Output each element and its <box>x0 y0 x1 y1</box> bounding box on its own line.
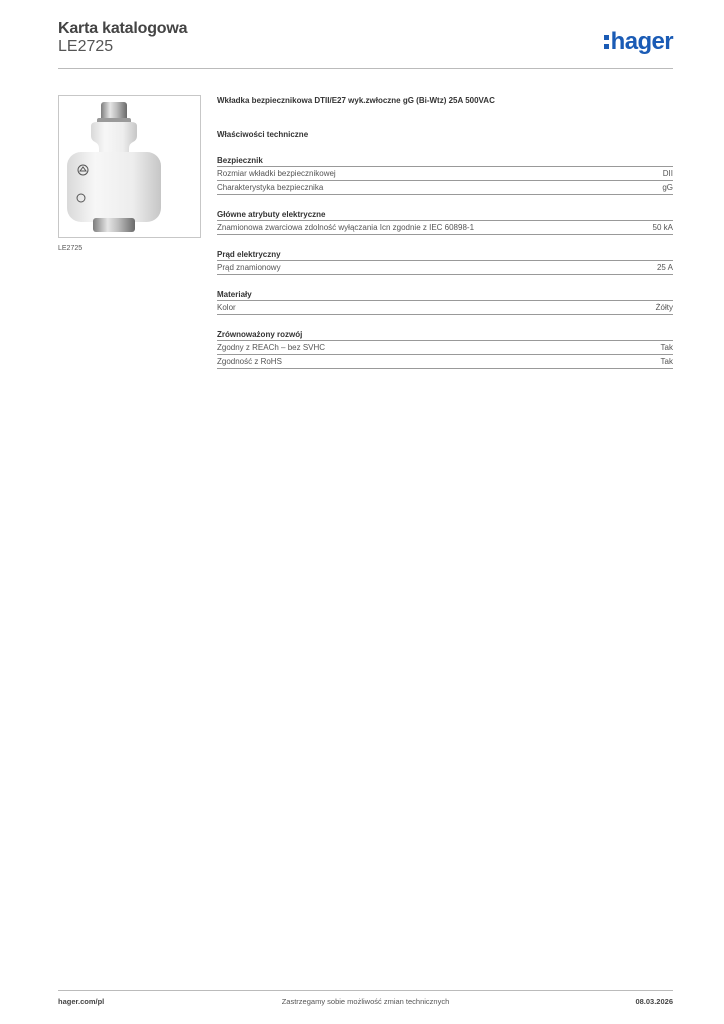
page-header <box>58 20 673 70</box>
technical-specs <box>217 95 673 369</box>
spec-value: 25 A <box>656 263 673 272</box>
image-caption: LE2725 <box>58 245 83 252</box>
spec-value: Żółty <box>655 303 673 312</box>
spec-label: Zgodność z RoHS <box>217 357 282 366</box>
page-footer <box>58 997 673 1009</box>
product-title: Wkładka bezpiecznikowa DTII/E27 wyk.zwłoczne gG (Bi-Wtz) 25A 500VAC <box>217 96 495 105</box>
spec-section-materials <box>217 289 673 315</box>
spec-label: Kolor <box>217 303 236 312</box>
document-date: 08.03.2026 <box>635 997 673 1006</box>
section-title: Prąd elektryczny <box>217 249 673 261</box>
document-title: Karta katalogowa <box>58 20 188 37</box>
spec-row <box>217 181 673 195</box>
spec-row <box>217 355 673 369</box>
section-title: Bezpiecznik <box>217 155 673 167</box>
product-code: LE2725 <box>58 38 114 55</box>
logo-dots-icon <box>604 35 609 49</box>
spec-row <box>217 261 673 275</box>
spec-row <box>217 221 673 235</box>
section-title: Zrównoważony rozwój <box>217 329 673 341</box>
spec-label: Znamionowa zwarciowa zdolność wyłączania Icn zgodnie z IEC 60898-1 <box>217 223 475 232</box>
header-divider <box>58 68 673 69</box>
spec-label: Charakterystyka bezpiecznika <box>217 183 324 192</box>
section-title: Główne atrybuty elektryczne <box>217 209 673 221</box>
hager-logo <box>604 29 673 55</box>
website-link[interactable]: hager.com/pl <box>58 997 105 1006</box>
disclaimer-text: Zastrzegamy sobie możliwość zmian technicznych <box>281 997 450 1006</box>
spec-label: Zgodny z REACh – bez SVHC <box>217 343 326 352</box>
spec-value: gG <box>662 183 673 192</box>
spec-section-fuse <box>217 155 673 195</box>
fuse-cartridge-icon <box>59 96 200 237</box>
spec-value: DII <box>662 169 673 178</box>
footer-divider <box>58 990 673 991</box>
spec-label: Rozmiar wkładki bezpiecznikowej <box>217 169 336 178</box>
spec-row <box>217 301 673 315</box>
spec-section-sustainability <box>217 329 673 369</box>
spec-value: Tak <box>660 343 673 352</box>
spec-row <box>217 341 673 355</box>
spec-row <box>217 167 673 181</box>
spec-section-current <box>217 249 673 275</box>
spec-section-electrical <box>217 209 673 235</box>
spec-label: Prąd znamionowy <box>217 263 281 272</box>
spec-value: 50 kA <box>652 223 673 232</box>
logo-text: hager <box>610 28 673 55</box>
spec-value: Tak <box>660 357 673 366</box>
section-title: Materiały <box>217 289 673 301</box>
product-image <box>58 95 201 238</box>
properties-heading: Właściwości techniczne <box>217 130 309 139</box>
